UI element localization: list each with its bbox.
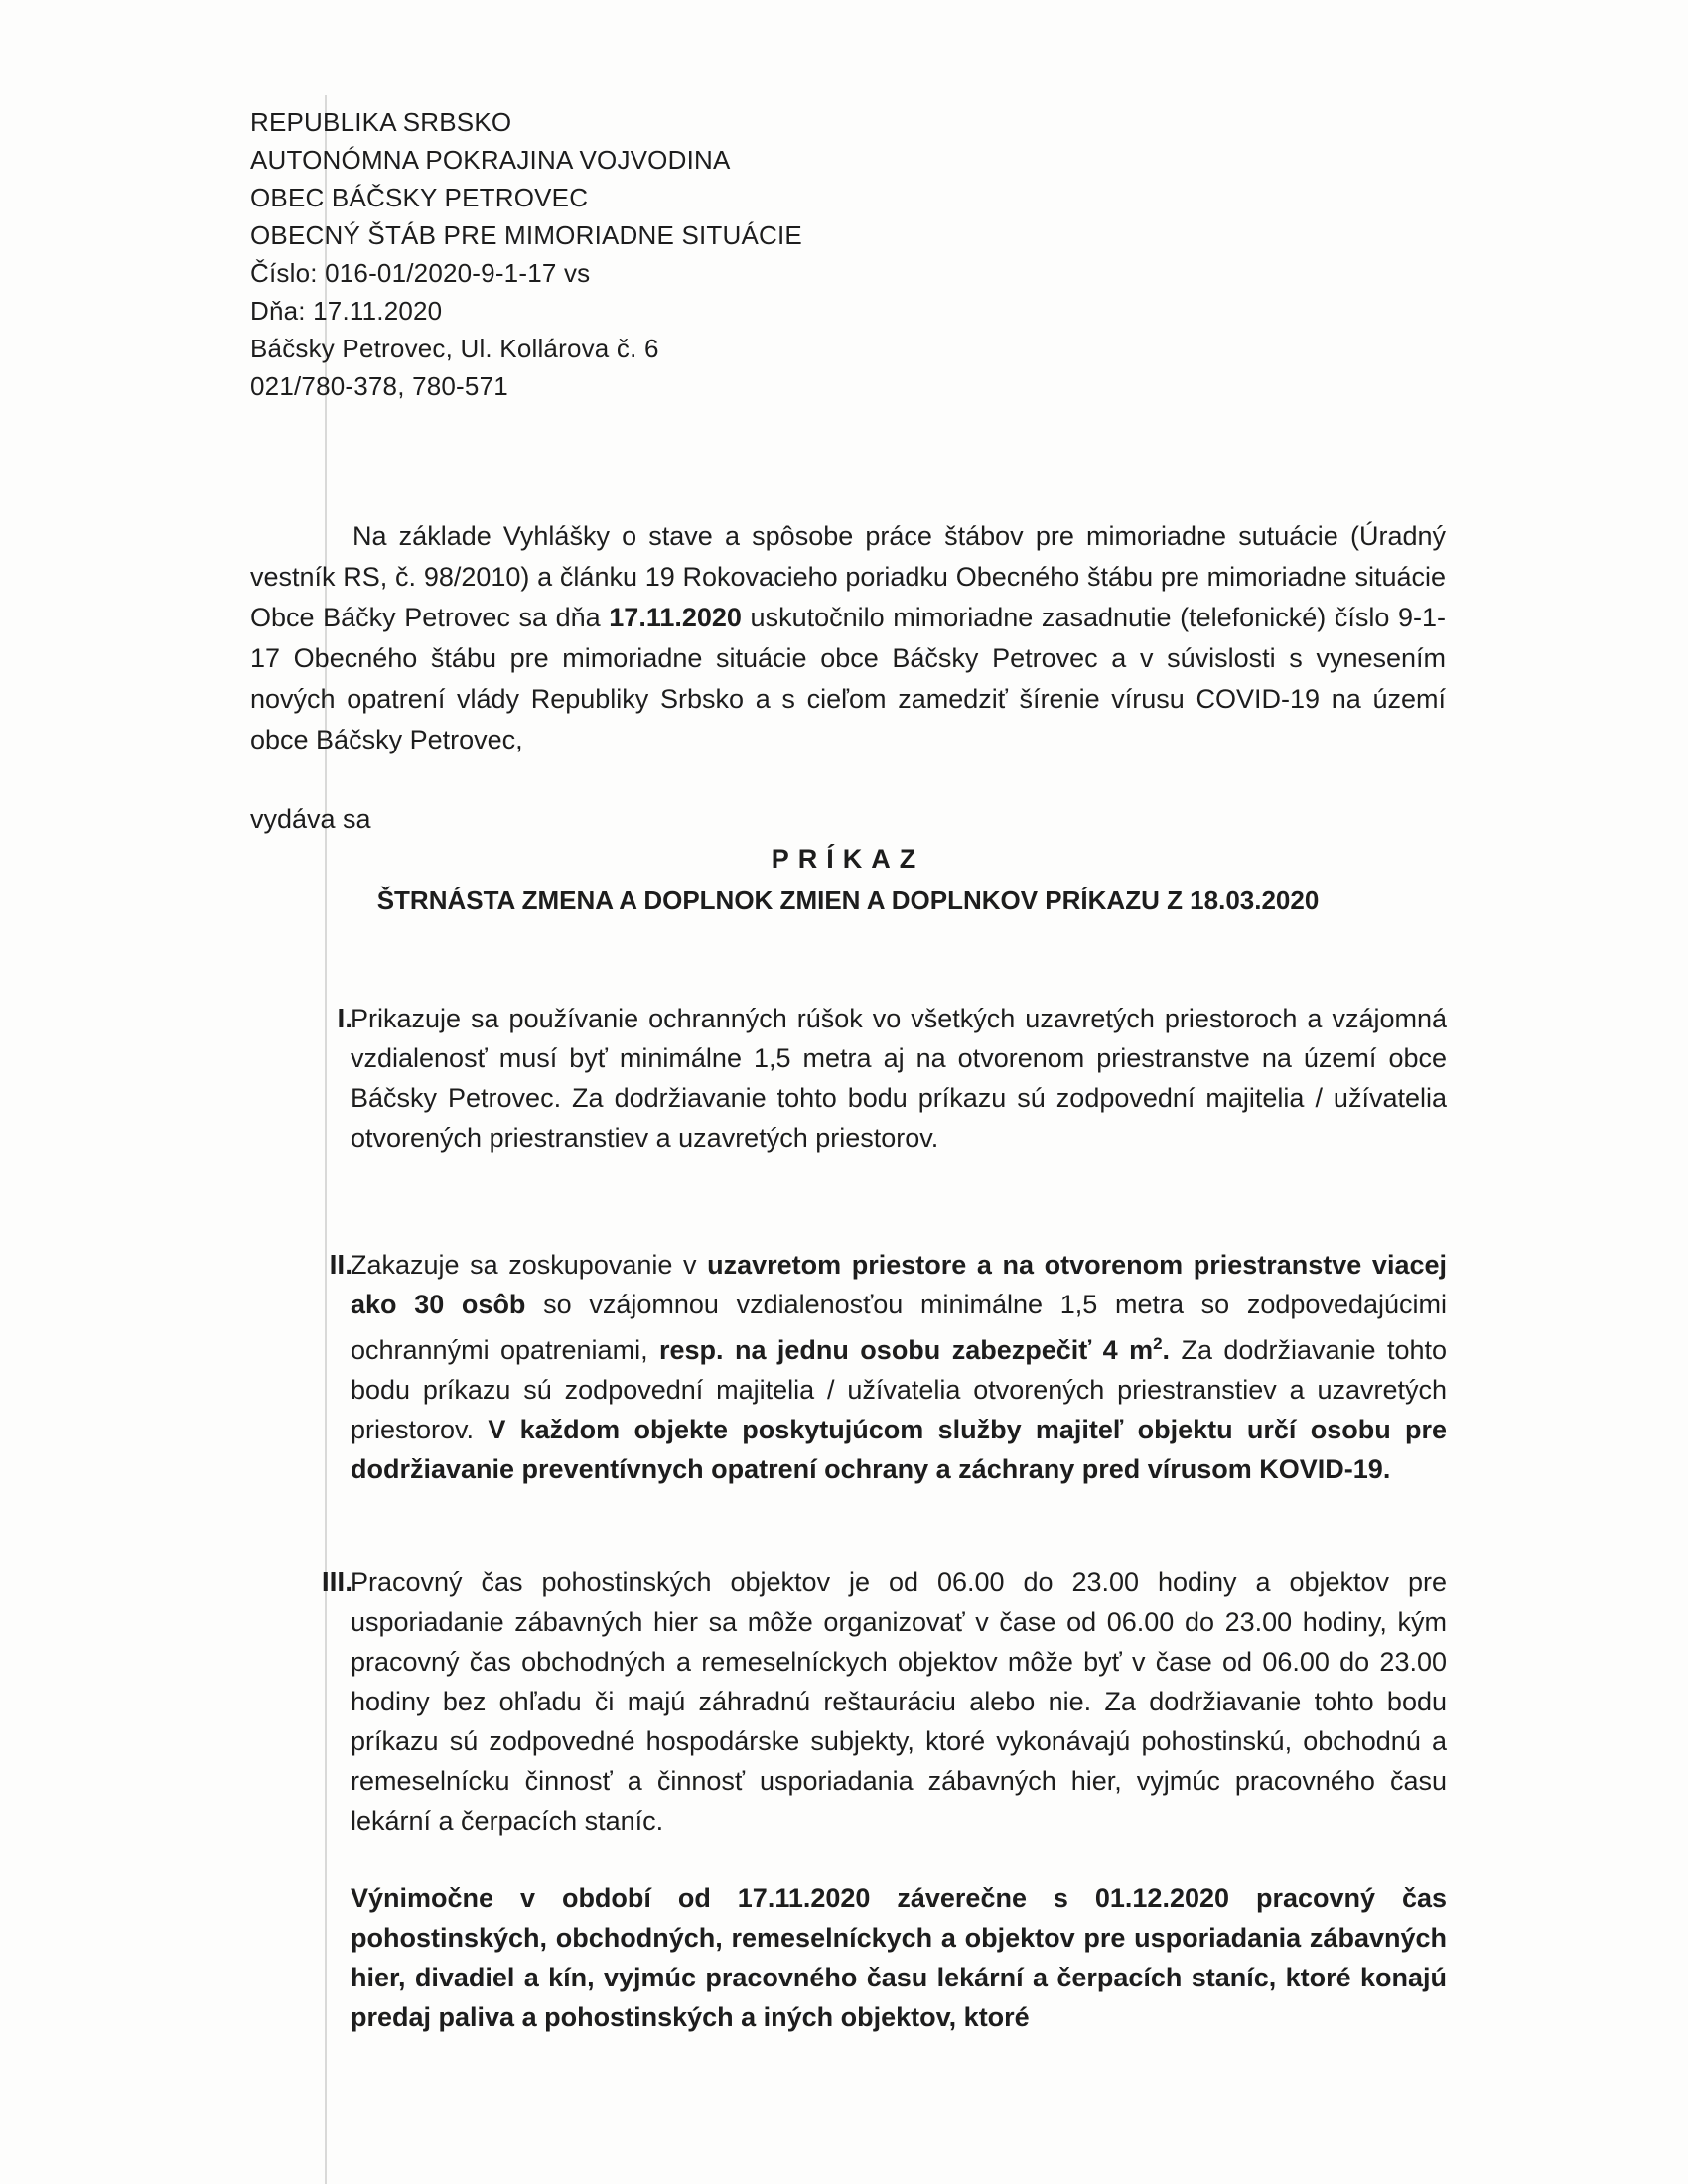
exception-paragraph: Výnimočne v období od 17.11.2020 záverečne s 01.12.2020 pracovný čas pohostinských, obchodných, remeselníckych a objektov pre usporiadania zábavných hier, divadiel a kín, vyjmúc pracovného času lekární a čerpacích staníc, ktoré konajú predaj paliva a pohostinských a iných objektov, ktoré xyxy=(351,1883,1447,2032)
section-3-text: Pracovný čas pohostinských objektov je od 06.00 do 23.00 hodiny a objektov pre usporiadanie zábavných hier sa môže organizovať v čase od 06.00 do 23.00 hodiny, kým pracovný čas obchodných a remeselníckych objektov môže byť v čase od 06.00 do 23.00 hodiny bez ohľadu či majú záhradnú reštauráciu alebo nie. Za dodržiavanie tohto bodu príkazu sú zodpovedné hospodárske subjekty, ktoré vykonávajú pohostinskú, obchodnú a remeselnícku činnosť a činnosť usporiadania zábavných hier, vyjmúc pracovného času lekární a čerpacích staníc. xyxy=(351,1568,1447,1836)
issued-phrase: vydáva sa xyxy=(250,804,371,834)
section-2-bold-part: . xyxy=(1162,1335,1171,1365)
document-title: PRÍKAZ xyxy=(771,844,925,874)
section-2-bold-part: V každom objekte poskytujúcom služby majiteľ objektu určí osobu pre dodržiavanie preventívnych opatrení ochrany a záchrany pred vírusom KOVID-19. xyxy=(351,1415,1447,1484)
section-2-text-part: Za dodržiavanie tohto bodu príkazu sú zodpovední majitelia / užívatelia otvorených priestranstiev a uzavretých priestorov. xyxy=(351,1335,1447,1444)
intro-meeting-date: 17.11.2020 xyxy=(609,603,742,632)
header-line-date: Dňa: 17.11.2020 xyxy=(250,296,443,326)
section-2-numeral: II. xyxy=(329,1249,352,1280)
section-2 xyxy=(305,1245,1447,1489)
section-2-bold-part: resp. na jednu osobu zabezpečiť 4 m xyxy=(659,1335,1154,1365)
intro-text-before-date: Na základe Vyhlášky o stave a spôsobe práce štábov pre mimoriadne sutuácie (Úradný vestník RS, č. 98/2010) a článku 19 Rokovacieho poriadku Obecného štábu pre mimoriadne situácie Obce Báčky Petrovec sa dňa xyxy=(250,521,1446,632)
header-line-address: Báčsky Petrovec, Ul. Kollárova č. 6 xyxy=(250,334,659,363)
section-3 xyxy=(305,1563,1447,1841)
header-line-staff: OBECNÝ ŠTÁB PRE MIMORIADNE SITUÁCIE xyxy=(250,220,802,250)
header-line-municipality: OBEC BÁČSKY PETROVEC xyxy=(250,183,589,212)
section-2-text-part: Zakazuje sa zoskupovanie v xyxy=(351,1250,708,1280)
document-header xyxy=(250,103,802,405)
intro-paragraph xyxy=(250,516,1446,760)
header-line-phone: 021/780-378, 780-571 xyxy=(250,371,508,401)
section-2-bold-part: uzavretom priestore a na otvorenom priestranstve viacej ako 30 osôb xyxy=(351,1250,1447,1319)
header-line-province: AUTONÓMNA POKRAJINA VOJVODINA xyxy=(250,145,731,175)
header-line-country: REPUBLIKA SRBSKO xyxy=(250,107,512,137)
section-1 xyxy=(305,999,1447,1158)
section-3-numeral: III. xyxy=(321,1567,352,1597)
section-2-text xyxy=(351,1245,1447,1489)
intro-text-after-date: uskutočnilo mimoriadne zasadnutie (telefonické) číslo 9-1-17 Obecného štábu pre mimoriadne situácie obce Báčsky Petrovec a v súvislosti s vynesením nových opatrení vlády Republiky Srbsko a s cieľom zamedziť šírenie vírusu COVID-19 na území obce Báčsky Petrovec, xyxy=(250,603,1446,754)
section-1-numeral: I. xyxy=(337,1003,352,1033)
section-2-text-part: so vzájomnou vzdialenosťou minimálne 1,5 metra so zodpovedajúcimi ochrannými opatreniami, xyxy=(351,1290,1447,1365)
header-line-number: Číslo: 016-01/2020-9-1-17 vs xyxy=(250,258,591,288)
document-subtitle: ŠTRNÁSTA ZMENA A DOPLNOK ZMIEN A DOPLNKOV PRÍKAZU Z 18.03.2020 xyxy=(376,886,1320,915)
section-1-text: Prikazuje sa používanie ochranných rúšok vo všetkých uzavretých priestoroch a vzájomná vzdialenosť musí byť minimálne 1,5 metra aj na otvorenom priestranstve na území obce Báčsky Petrovec. Za dodržiavanie tohto bodu príkazu sú zodpovední majitelia / užívatelia otvorených priestranstiev a uzavretých priestorov. xyxy=(351,1004,1447,1153)
section-2-superscript: 2 xyxy=(1153,1334,1163,1353)
